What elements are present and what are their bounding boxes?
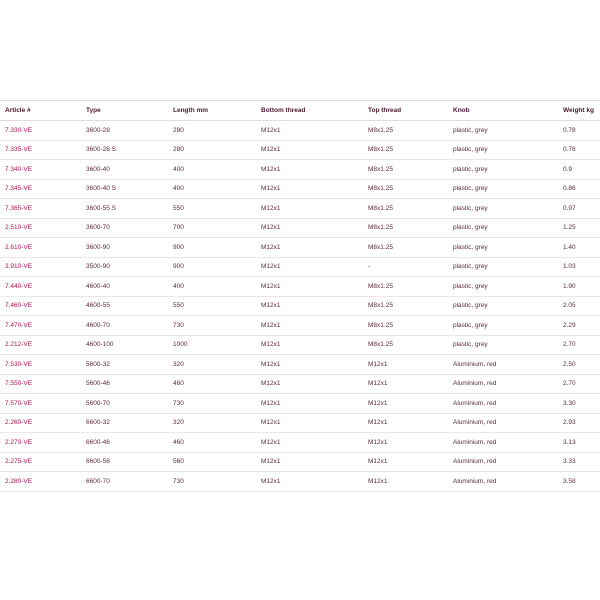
cell-knob: plastic, grey [453,296,563,316]
cell-type: 6600-32 [86,413,173,433]
cell-type: 6600-56 [86,452,173,472]
cell-type: 3500-90 [86,257,173,277]
cell-bottom-thread: M12x1 [261,472,368,492]
cell-knob: plastic, grey [453,277,563,297]
cell-top-thread: M12x1 [368,433,453,453]
table-row [0,199,600,219]
cell-knob: plastic, grey [453,199,563,219]
cell-type: 5600-46 [86,374,173,394]
cell-bottom-thread: M12x1 [261,433,368,453]
table-row [0,316,600,336]
table-body [0,121,600,492]
cell-length-mm: 400 [173,160,261,180]
cell-weight-kg: 2.70 [563,374,600,394]
cell-length-mm: 1000 [173,335,261,355]
cell-type: 4600-100 [86,335,173,355]
cell-length-mm: 900 [173,257,261,277]
article-link[interactable]: 7.330-VE [0,121,86,141]
article-link[interactable]: 7.340-VE [0,160,86,180]
article-link[interactable]: 7.440-VE [0,277,86,297]
cell-top-thread: M8x1.25 [368,218,453,238]
column-header-knob: Knob [453,101,563,121]
cell-bottom-thread: M12x1 [261,179,368,199]
cell-bottom-thread: M12x1 [261,160,368,180]
cell-weight-kg: 2.05 [563,296,600,316]
article-link[interactable]: 7.460-VE [0,296,86,316]
cell-type: 3600-55 S [86,199,173,219]
table-row [0,179,600,199]
article-link[interactable]: 7.530-VE [0,355,86,375]
cell-knob: plastic, grey [453,121,563,141]
article-link[interactable]: 7.550-VE [0,374,86,394]
cell-type: 4600-55 [86,296,173,316]
cell-bottom-thread: M12x1 [261,374,368,394]
table-row [0,218,600,238]
cell-length-mm: 730 [173,472,261,492]
cell-weight-kg: 1.25 [563,218,600,238]
cell-bottom-thread: M12x1 [261,394,368,414]
cell-weight-kg: 2.93 [563,413,600,433]
article-link[interactable]: 2.280-VE [0,472,86,492]
cell-knob: plastic, grey [453,316,563,336]
cell-length-mm: 900 [173,238,261,258]
cell-weight-kg: 0.9 [563,160,600,180]
cell-knob: plastic, grey [453,218,563,238]
cell-top-thread: M8x1.25 [368,296,453,316]
article-link[interactable]: 7.570-VE [0,394,86,414]
cell-weight-kg: 2.70 [563,335,600,355]
cell-top-thread: M8x1.25 [368,121,453,141]
cell-weight-kg: 1.03 [563,257,600,277]
article-link[interactable]: 2.610-VE [0,238,86,258]
table-row [0,335,600,355]
cell-top-thread: M8x1.25 [368,140,453,160]
column-header-bottom-thread: Bottom thread [261,101,368,121]
cell-top-thread: M8x1.25 [368,277,453,297]
cell-weight-kg: 0.78 [563,121,600,141]
cell-type: 4600-40 [86,277,173,297]
cell-bottom-thread: M12x1 [261,316,368,336]
table-row [0,374,600,394]
cell-bottom-thread: M12x1 [261,257,368,277]
column-header-top-thread: Top thread [368,101,453,121]
table-row [0,452,600,472]
cell-top-thread: M12x1 [368,355,453,375]
article-link[interactable]: 2.510-VE [0,218,86,238]
article-link[interactable]: 2.270-VE [0,433,86,453]
cell-length-mm: 550 [173,296,261,316]
cell-weight-kg: 1.40 [563,238,600,258]
cell-top-thread: M12x1 [368,413,453,433]
cell-length-mm: 280 [173,140,261,160]
cell-weight-kg: 2.29 [563,316,600,336]
cell-bottom-thread: M12x1 [261,413,368,433]
table-row [0,160,600,180]
article-link[interactable]: 7.365-VE [0,199,86,219]
table-row [0,257,600,277]
cell-type: 4600-70 [86,316,173,336]
article-link[interactable]: 2.275-VE [0,452,86,472]
cell-length-mm: 400 [173,277,261,297]
cell-type: 3600-28 [86,121,173,141]
article-link[interactable]: 7.335-VE [0,140,86,160]
column-header-weight-kg: Weight kg [563,101,600,121]
cell-weight-kg: 3.30 [563,394,600,414]
cell-weight-kg: 0.78 [563,140,600,160]
table-row [0,394,600,414]
cell-bottom-thread: M12x1 [261,238,368,258]
cell-length-mm: 730 [173,394,261,414]
cell-knob: plastic, grey [453,257,563,277]
cell-type: 3600-70 [86,218,173,238]
cell-weight-kg: 0.97 [563,199,600,219]
cell-knob: Aluminium, red [453,374,563,394]
cell-knob: plastic, grey [453,238,563,258]
cell-type: 5600-32 [86,355,173,375]
cell-bottom-thread: M12x1 [261,452,368,472]
table-row [0,277,600,297]
cell-type: 3600-90 [86,238,173,258]
cell-bottom-thread: M12x1 [261,199,368,219]
table-row [0,472,600,492]
article-link[interactable]: 7.345-VE [0,179,86,199]
cell-length-mm: 320 [173,413,261,433]
cell-weight-kg: 2.50 [563,355,600,375]
table-row [0,140,600,160]
cell-length-mm: 320 [173,355,261,375]
table-header [0,101,600,121]
cell-length-mm: 400 [173,179,261,199]
article-link[interactable]: 2.260-VE [0,413,86,433]
table-row [0,238,600,258]
cell-top-thread: M12x1 [368,374,453,394]
cell-top-thread: M12x1 [368,472,453,492]
cell-weight-kg: 1.90 [563,277,600,297]
article-link[interactable]: 3.910-VE [0,257,86,277]
column-header-length-mm: Length mm [173,101,261,121]
cell-knob: Aluminium, red [453,433,563,453]
cell-weight-kg: 3.13 [563,433,600,453]
cell-top-thread: M8x1.25 [368,238,453,258]
cell-bottom-thread: M12x1 [261,121,368,141]
cell-type: 5600-70 [86,394,173,414]
cell-knob: Aluminium, red [453,413,563,433]
cell-bottom-thread: M12x1 [261,355,368,375]
cell-weight-kg: 3.33 [563,452,600,472]
cell-type: 3600-40 S [86,179,173,199]
cell-top-thread: M8x1.25 [368,316,453,336]
cell-knob: plastic, grey [453,140,563,160]
cell-knob: Aluminium, red [453,394,563,414]
cell-knob: plastic, grey [453,335,563,355]
cell-knob: Aluminium, red [453,355,563,375]
cell-type: 6600-46 [86,433,173,453]
cell-length-mm: 460 [173,433,261,453]
cell-top-thread: - [368,257,453,277]
cell-bottom-thread: M12x1 [261,335,368,355]
article-link[interactable]: 2.212-VE [0,335,86,355]
cell-weight-kg: 0.86 [563,179,600,199]
cell-type: 3600-40 [86,160,173,180]
cell-top-thread: M8x1.25 [368,199,453,219]
cell-bottom-thread: M12x1 [261,140,368,160]
article-link[interactable]: 7.470-VE [0,316,86,336]
table-row [0,413,600,433]
cell-knob: Aluminium, red [453,472,563,492]
table-row [0,355,600,375]
cell-type: 6600-70 [86,472,173,492]
cell-bottom-thread: M12x1 [261,277,368,297]
column-header-type: Type [86,101,173,121]
cell-top-thread: M12x1 [368,452,453,472]
specification-table [0,100,600,492]
cell-length-mm: 730 [173,316,261,336]
table-row [0,433,600,453]
cell-length-mm: 560 [173,452,261,472]
column-header-article-number: Article # [0,101,86,121]
cell-top-thread: M8x1.25 [368,335,453,355]
cell-length-mm: 460 [173,374,261,394]
cell-type: 3600-28 S [86,140,173,160]
table-row [0,296,600,316]
cell-weight-kg: 3.58 [563,472,600,492]
cell-length-mm: 700 [173,218,261,238]
cell-length-mm: 550 [173,199,261,219]
table-row [0,121,600,141]
cell-length-mm: 280 [173,121,261,141]
cell-knob: plastic, grey [453,160,563,180]
cell-bottom-thread: M12x1 [261,218,368,238]
cell-top-thread: M12x1 [368,394,453,414]
cell-knob: Aluminium, red [453,452,563,472]
cell-knob: plastic, grey [453,179,563,199]
header-row [0,101,600,121]
cell-top-thread: M8x1.25 [368,160,453,180]
cell-top-thread: M8x1.25 [368,179,453,199]
cell-bottom-thread: M12x1 [261,296,368,316]
